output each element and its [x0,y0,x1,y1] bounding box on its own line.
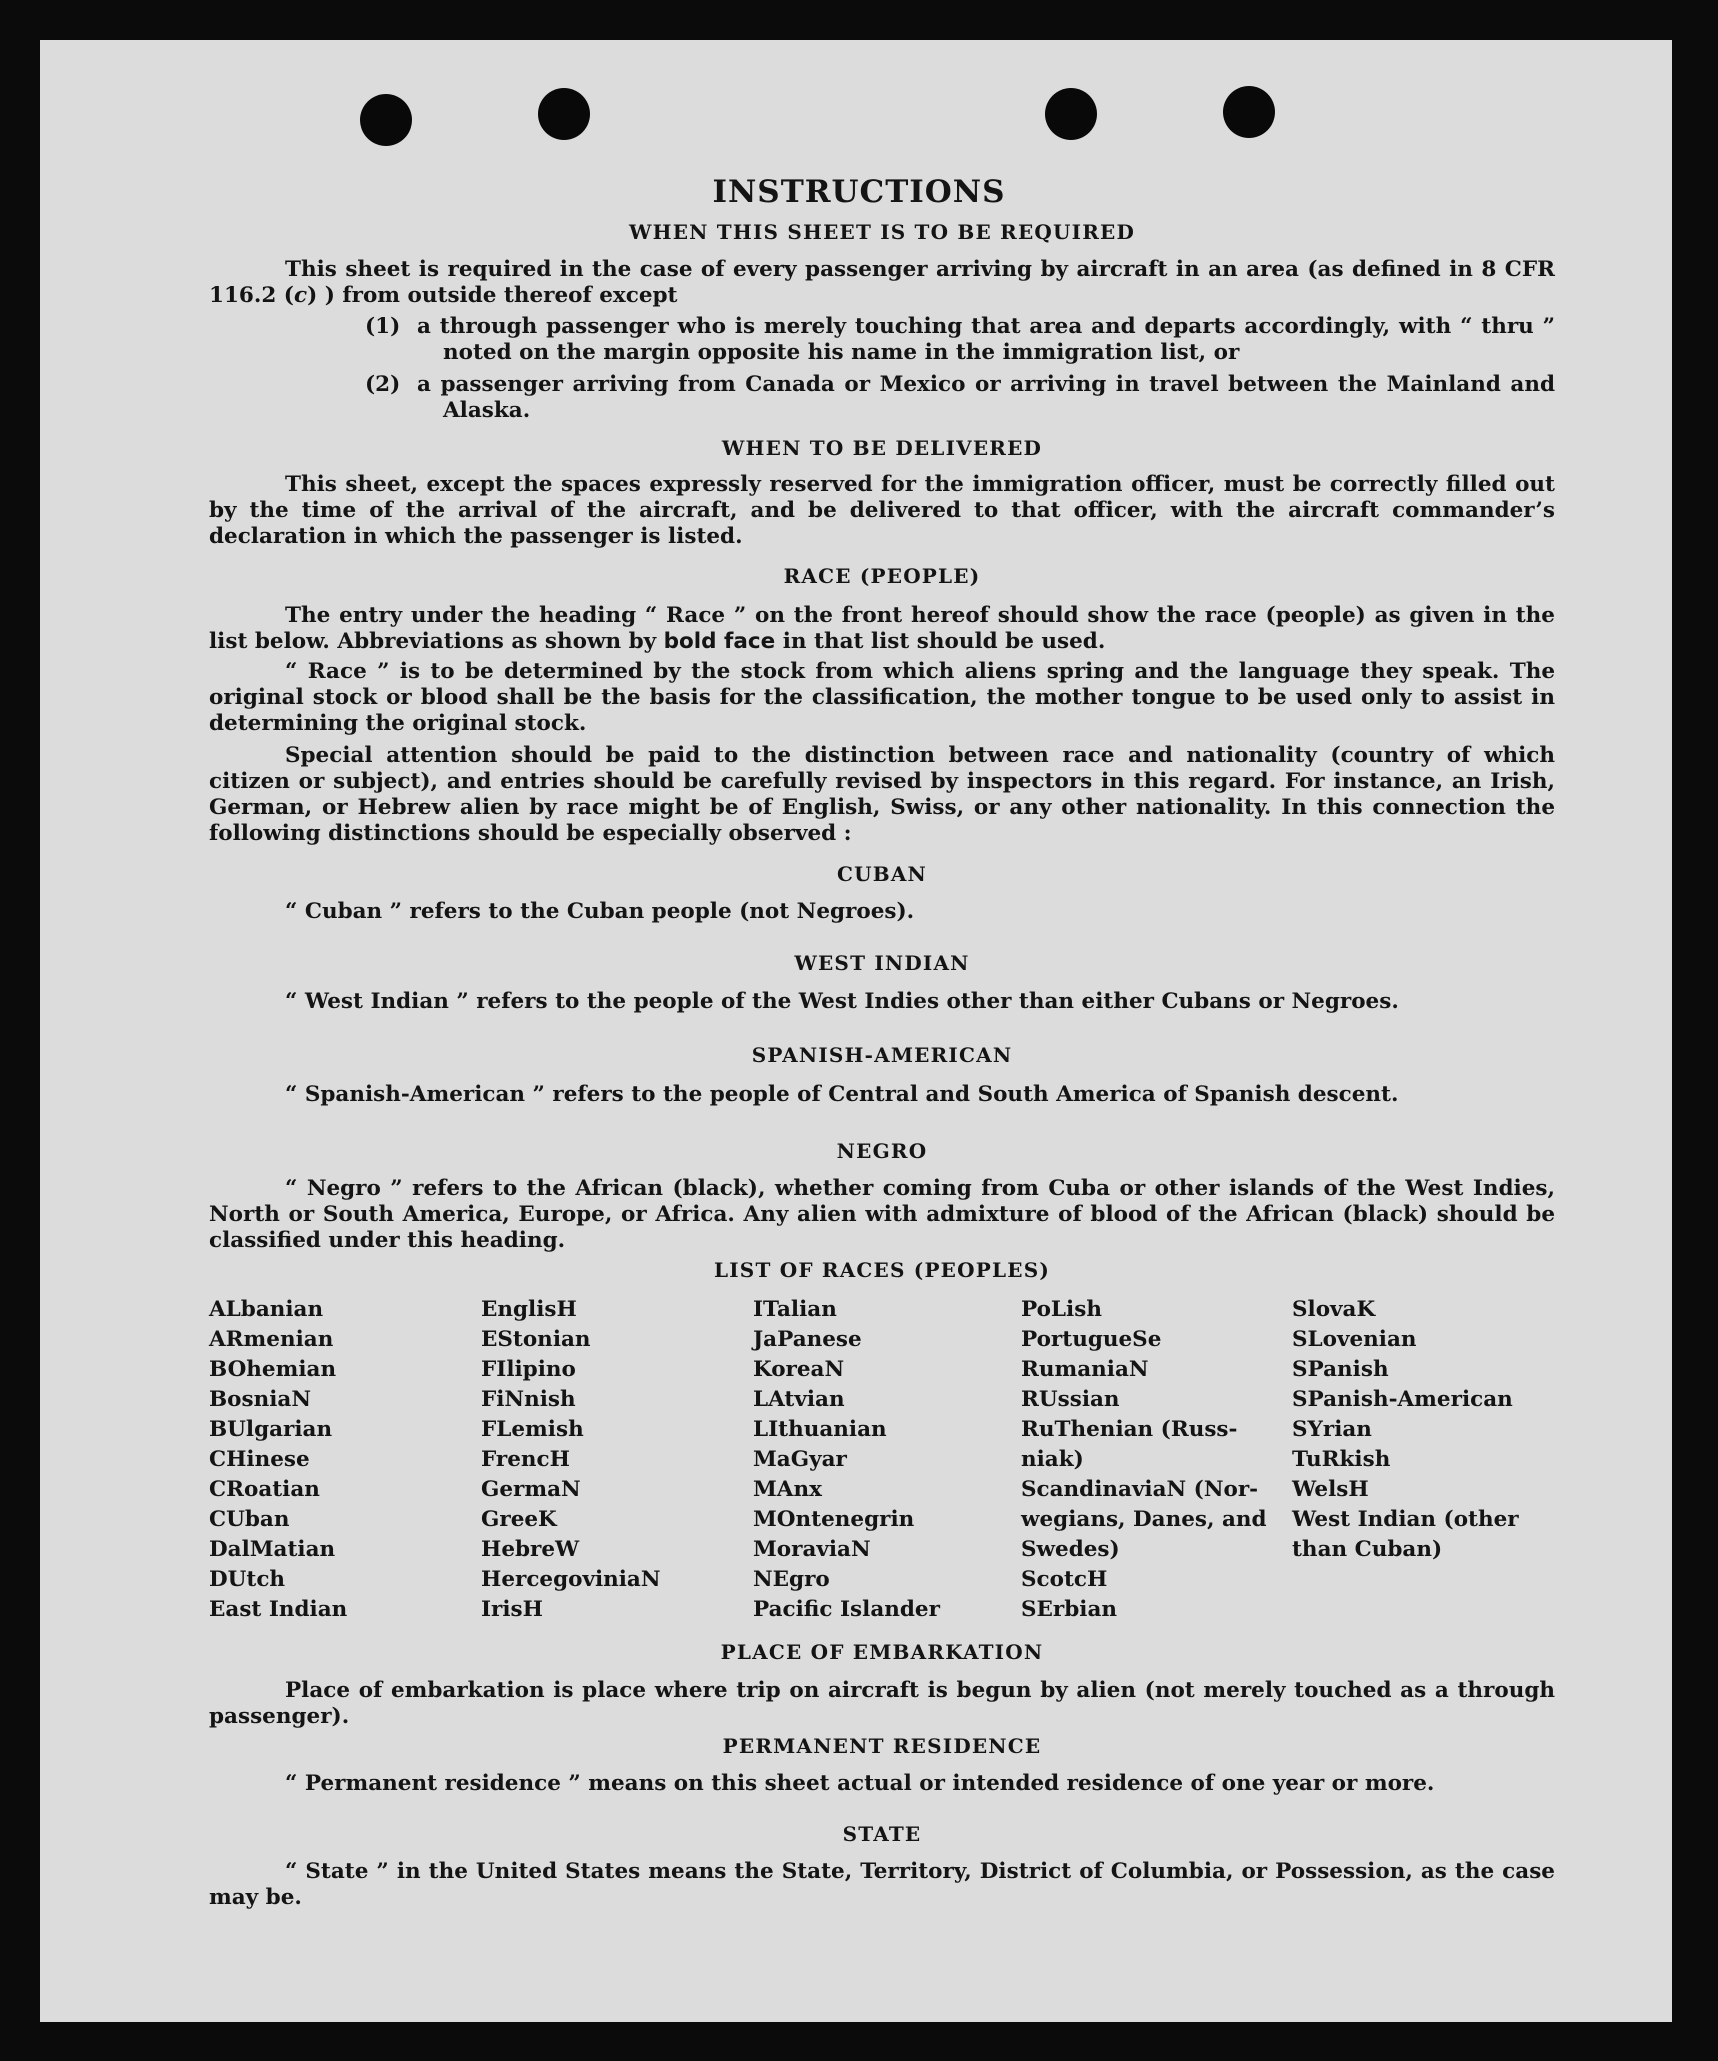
race-entry: ScotcH [1021,1567,1108,1592]
item-number: (2) [365,372,401,397]
race-entry: WelsH [1292,1477,1369,1502]
negro-text: “ Negro ” refers to the African (black), whether coming from Cuba or other islands of the West Indies, North or South America, Europe, or Africa. Any alien with admixture of blood of the African (black) should be classified under this heading. [209,1176,1555,1253]
intro-end: ) ) from outside thereof [307,283,600,308]
race-entry: CRoatian [209,1477,320,1502]
race-entry: SPanish-American [1292,1387,1513,1412]
spanish-american-text: “ Spanish-American ” refers to the people of Central and South America of Spanish descent. [285,1082,1399,1107]
race-entry: RumaniaN [1021,1357,1149,1382]
item-text: a through passenger who is merely touching that area and departs accordingly, with “ thru ” noted on the margin opposite his name in the immigration list, or [417,314,1555,365]
heading-west-indian: WEST INDIAN [794,951,970,975]
race-entry: SErbian [1021,1597,1118,1622]
race-entry: BUlgarian [209,1417,333,1442]
heading-list-of-races: LIST OF RACES (PEOPLES) [713,1258,1051,1282]
race-entry: NEgro [753,1567,830,1592]
races-list [209,1295,1555,1625]
race-entry: PoLish [1021,1297,1102,1322]
race-entry: DalMatian [209,1537,336,1562]
race-entry: SlovaK [1292,1297,1376,1322]
west-indian-text: “ West Indian ” refers to the people of the West Indies other than either Cubans or Negroes. [285,989,1399,1014]
race-paragraph-1 [209,603,1555,655]
race-entry: KoreaN [753,1357,845,1382]
heading-race: RACE (PEOPLE) [783,564,981,588]
race-paragraph-2: “ Race ” is to be determined by the stock from which aliens spring and the language they speak. The original stock or blood shall be the basis for the classification, the mother tongue to be used only to assist in determining the original stock. [209,659,1555,736]
race-entry: GreeK [481,1507,557,1532]
race-entry: FiNnish [481,1387,576,1412]
race-entry: DUtch [209,1567,286,1592]
race-paragraph-3: Special attention should be paid to the distinction between race and nationality (country of which citizen or subject), and entries should be carefully revised by inspectors in this regard. For instance, an Irish, German, or Hebrew alien by race might be of English, Swiss, or any other nationality. In this connection the following distinctions should be especially observed : [209,743,1555,846]
race-entry: GermaN [481,1477,581,1502]
race-p1-start: The entry under the heading “ Race ” on the front hereof should show the race (people) as given in the list below. Abbreviations as shown by [209,603,1555,654]
heading-cuban: CUBAN [836,862,928,886]
race-entry: IrisH [481,1597,543,1622]
races-column-4 [1021,1295,1271,1625]
cuban-text: “ Cuban ” refers to the Cuban people (not Negroes). [285,899,915,924]
punch-hole [360,94,412,146]
heading-when-required: WHEN THIS SHEET IS TO BE REQUIRED [628,220,1136,244]
race-entry: BosniaN [209,1387,311,1412]
race-entry: East Indian [209,1597,348,1622]
race-entry: FLemish [481,1417,584,1442]
race-entry: ARmenian [209,1327,334,1352]
race-entry: ALbanian [209,1297,324,1322]
races-column-2 [481,1295,661,1625]
race-entry: MAnx [753,1477,822,1502]
race-p1-end: in that list should be used. [775,629,1106,654]
item-text: a passenger arriving from Canada or Mexico or arriving in travel between the Mainland and Alaska. [417,372,1555,423]
race-entry: MOntenegrin [753,1507,915,1532]
race-entry: HebreW [481,1537,580,1562]
race-entry: ScandinaviaN (Nor-wegians, Danes, and Swedes) [1021,1477,1267,1562]
heading-negro: NEGRO [836,1139,928,1163]
race-entry: JaPanese [753,1327,862,1352]
when-delivered-text: This sheet, except the spaces expressly reserved for the immigration officer, must be correctly filled out by the time of the arrival of the aircraft, and be delivered to that officer, with the aircraft commander’s declaration in which the passenger is listed. [209,472,1555,549]
heading-state: STATE [842,1822,922,1846]
embarkation-text: Place of embarkation is place where trip on aircraft is begun by alien (not merely touched as a through passenger). [209,1678,1555,1729]
race-entry: EnglisH [481,1297,577,1322]
heading-when-delivered: WHEN TO BE DELIVERED [721,436,1043,460]
race-entry: West Indian (other than Cuban) [1292,1507,1519,1562]
race-entry: ITalian [753,1297,837,1322]
race-entry: BOhemian [209,1357,337,1382]
heading-embarkation: PLACE OF EMBARKATION [720,1640,1044,1664]
heading-residence: PERMANENT RESIDENCE [722,1734,1042,1758]
intro-bold: except [599,283,678,308]
race-entry: EStonian [481,1327,591,1352]
race-entry: SPanish [1292,1357,1389,1382]
race-p1-bold: bold face [663,629,776,654]
heading-spanish-american: SPANISH-AMERICAN [751,1043,1013,1067]
race-entry: MaGyar [753,1447,847,1472]
race-entry: CHinese [209,1447,310,1472]
when-required-intro [209,257,1555,309]
races-column-1 [209,1295,347,1625]
punch-hole [1223,86,1275,138]
race-entry: FrencH [481,1447,570,1472]
intro-start: This sheet is required in the case of every passenger arriving by aircraft in an area (as defined in 8 CFR 116.2 ( [209,257,1555,308]
race-entry: SYrian [1292,1417,1372,1442]
race-entry: RUssian [1021,1387,1120,1412]
race-entry: LIthuanian [753,1417,887,1442]
race-entry: LAtvian [753,1387,845,1412]
race-entry: Pacific Islander [753,1597,940,1622]
race-entry: HercegoviniaN [481,1567,661,1592]
punch-hole [538,88,590,140]
races-column-5 [1292,1295,1555,1565]
race-entry: TuRkish [1292,1447,1391,1472]
residence-text: “ Permanent residence ” means on this sheet actual or intended residence of one year or more. [285,1771,1435,1796]
punch-hole [1045,88,1097,140]
race-entry: PortugueSe [1021,1327,1162,1352]
race-entry: CUban [209,1507,290,1532]
race-entry: SLovenian [1292,1327,1417,1352]
race-entry: FIlipino [481,1357,576,1382]
state-text: “ State ” in the United States means the State, Territory, District of Columbia, or Possession, as the case may be. [209,1859,1555,1910]
race-entry: RuThenian (Russ-niak) [1021,1417,1238,1472]
item-number: (1) [365,314,401,339]
race-entry: MoraviaN [753,1537,871,1562]
page-title: INSTRUCTIONS [712,174,1006,210]
races-column-3 [753,1295,940,1625]
intro-italic: c [293,283,308,308]
